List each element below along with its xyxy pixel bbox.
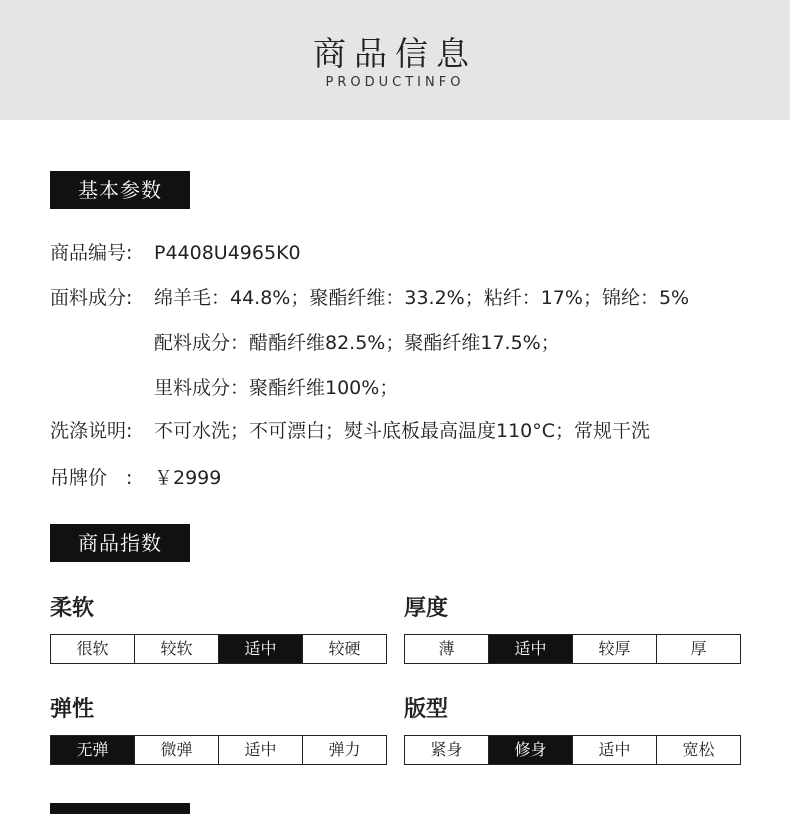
scale-option: 宽松: [657, 736, 740, 764]
index-title-elasticity: 弹性: [50, 697, 95, 722]
scale-option: 厚: [657, 635, 740, 663]
scale-option: 很软: [51, 635, 135, 663]
scale-option: 修身: [489, 736, 573, 764]
scale-option: 薄: [405, 635, 489, 663]
param-row-price: [50, 463, 221, 490]
param-value: P4408U4965K0: [154, 242, 301, 264]
page-title: 商品信息: [313, 34, 477, 73]
param-label: 吊牌价 :: [50, 467, 133, 489]
scale-thickness: [404, 634, 741, 664]
param-row-product-id: [50, 238, 301, 265]
scale-option: 适中: [573, 736, 657, 764]
param-label: 商品编号:: [50, 242, 133, 264]
scale-softness: [50, 634, 387, 664]
section-tag-cutoff: [50, 803, 190, 814]
scale-elasticity: [50, 735, 387, 765]
page-subtitle: PRODUCTINFO: [325, 75, 465, 90]
param-value: 绵羊毛：44.8%；聚酯纤维：33.2%；粘纤：17%；锦纶：5%: [154, 287, 690, 309]
param-value: 不可水洗；不可漂白；熨斗底板最高温度110°C；常规干洗: [154, 420, 651, 442]
index-title-softness: 柔软: [50, 596, 95, 621]
param-row-lining: [154, 373, 398, 400]
param-label: 面料成分:: [50, 287, 133, 309]
header-banner: [0, 0, 790, 120]
scale-option: 适中: [219, 635, 303, 663]
scale-option: 弹力: [303, 736, 386, 764]
param-row-washing: [50, 416, 650, 443]
index-title-fit: 版型: [404, 697, 449, 722]
param-row-accessory: [154, 328, 560, 355]
scale-fit: [404, 735, 741, 765]
scale-option: 紧身: [405, 736, 489, 764]
index-title-thickness: 厚度: [404, 596, 449, 621]
section-tag-basic: 基本参数: [50, 171, 190, 209]
param-row-fabric: [50, 283, 689, 310]
scale-option: 适中: [219, 736, 303, 764]
scale-option: 较厚: [573, 635, 657, 663]
param-value: 配料成分：醋酯纤维82.5%；聚酯纤维17.5%；: [154, 332, 560, 354]
section-tag-index: 商品指数: [50, 524, 190, 562]
scale-option: 无弹: [51, 736, 135, 764]
param-value: ￥2999: [154, 467, 222, 489]
scale-option: 微弹: [135, 736, 219, 764]
scale-option: 适中: [489, 635, 573, 663]
param-value: 里料成分：聚酯纤维100%；: [154, 377, 399, 399]
scale-option: 较硬: [303, 635, 386, 663]
scale-option: 较软: [135, 635, 219, 663]
param-label: 洗涤说明:: [50, 420, 133, 442]
